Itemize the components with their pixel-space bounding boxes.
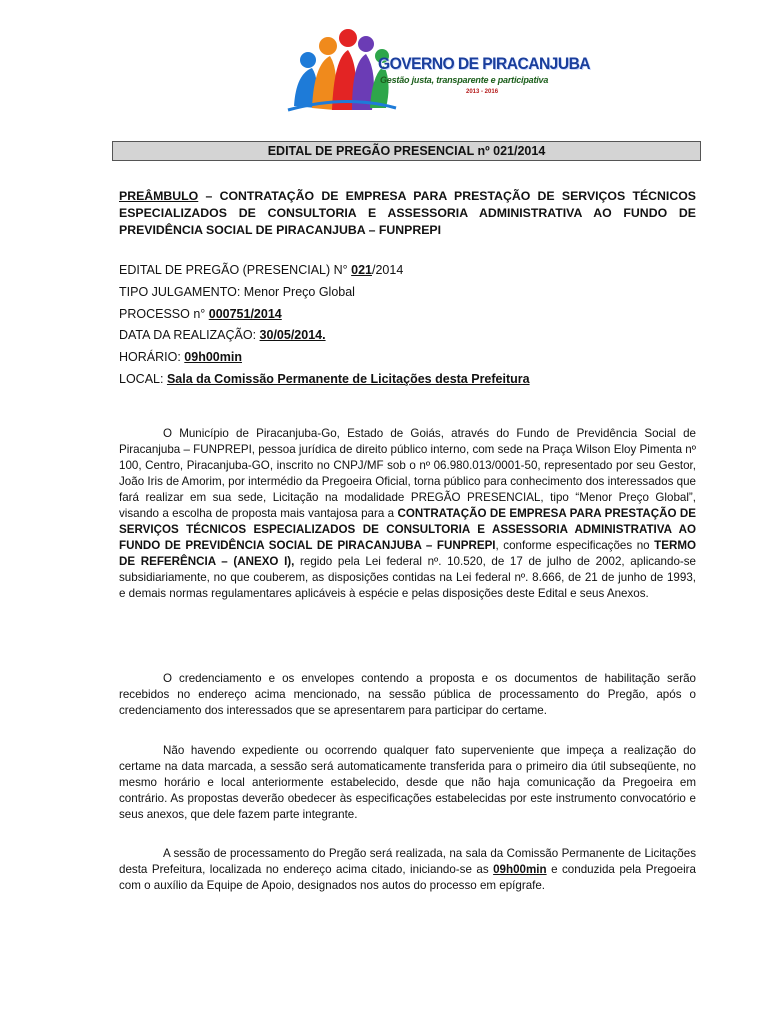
preamble	[119, 188, 696, 239]
data-realizacao-line	[119, 328, 326, 342]
paragraph-sessao	[119, 846, 696, 894]
local-value: Sala da Comissão Permanente de Licitações desta Prefeitura	[166, 372, 530, 386]
tipo-julgamento-line: TIPO JULGAMENTO: Menor Preço Global	[119, 285, 355, 299]
edital-label: EDITAL DE PREGÃO (PRESENCIAL) N°	[119, 263, 352, 277]
p1-text-a: O Município de Piracanjuba-Go, Estado de Goiás, através do Fundo de Previdência Social de Piracanjuba – FUNPREPI, pessoa jurídica de direito público interno, com sede na Praça Wilson Eloy Pimenta nº 100, Centro, Piracanjuba-GO, inscrito no CNPJ/MF sob o nº 06.980.013/0001-50, representado por seu Gestor, João Iris de Amorim, por intermédio da Pregoeira Oficial, torna público para conhecimento dos interessados que fará realizar em sua sede, Licitação na modalidade PREGÃO PRESENCIAL, tipo “Menor Preço Global”, visando a escolha de proposta mais vantajosa para a	[119, 427, 696, 520]
p4-text-a: A sessão de processamento do Pregão será realizada, na sala da Comissão Permanente de Licitações desta Prefeitura, localizada no endereço acima citado, iniciando-se as	[119, 847, 696, 876]
edital-year: /2014	[372, 263, 404, 277]
logo-slogan: Gestão justa, transparente e participativa	[380, 75, 549, 85]
p4-text-c: e conduzida pela Pregoeira com o auxílio da Equipe de Apoio, designados nos autos do processo em epígrafe.	[119, 863, 696, 892]
horario-label: HORÁRIO:	[119, 350, 185, 364]
p1-text-e: regido pela Lei federal nº. 10.520, de 17 de julho de 2002, aplicando-se subsidiariamente, no que couberem, as disposições contidas na Lei federal nº. 8.666, de 21 de junho de 1993, e demais normas regulamentares aplicáveis à espécie e pelas disposições deste Edital e seus Anexos.	[119, 555, 696, 600]
local-line	[119, 372, 530, 386]
p1-object: CONTRATAÇÃO DE EMPRESA PARA PRESTAÇÃO DE SERVIÇOS TÉCNICOS ESPECIALIZADOS DE CONSULTORIA E ASSESSORIA ADMINISTRATIVA AO FUNDO DE PREVIDÊNCIA SOCIAL DE PIRACANJUBA – FUNPREPI	[119, 507, 697, 552]
processo-value: 000751/2014	[208, 307, 282, 321]
document-title: EDITAL DE PREGÃO PRESENCIAL nº 021/2014	[112, 141, 701, 161]
logo-years: 2013 - 2016	[466, 89, 499, 95]
local-label: LOCAL:	[119, 372, 167, 386]
data-value: 30/05/2014.	[259, 328, 326, 342]
paragraph-credenciamento: O credenciamento e os envelopes contendo a proposta e os documentos de habilitação serão recebidos no endereço acima mencionado, na sessão pública de processamento do Pregão, após o credenciamento dos interessados que se apresentarem para participar do certame.	[119, 672, 696, 717]
p1-termo-referencia: TERMO DE REFERÊNCIA – (ANEXO I),	[119, 539, 696, 568]
paragraph-intro	[119, 426, 696, 602]
preamble-label: PREÂMBULO	[119, 189, 199, 203]
p4-horario: 09h00min	[493, 863, 547, 876]
processo-line	[119, 307, 282, 321]
horario-value: 09h00min	[184, 350, 242, 364]
edital-number: 021	[351, 263, 372, 277]
processo-label: PROCESSO n°	[119, 307, 209, 321]
edital-line	[119, 263, 403, 277]
preamble-text: – CONTRATAÇÃO DE EMPRESA PARA PRESTAÇÃO DE SERVIÇOS TÉCNICOS ESPECIALIZADOS DE CONSULTORIA E ASSESSORIA ADMINISTRATIVA AO FUNDO DE PREVIDÊNCIA SOCIAL DE PIRACANJUBA – FUNPREPI	[119, 189, 696, 237]
logo-title: GOVERNO DE PIRACANJUBA	[378, 54, 591, 73]
horario-line	[119, 350, 242, 364]
paragraph-expediente: Não havendo expediente ou ocorrendo qualquer fato superveniente que impeça a realização do certame na data marcada, a sessão será automaticamente transferida para o primeiro dia útil subseqüente, no mesmo horário e local anteriormente estabelecido, desde que não haja comunicação da Pregoeira em contrário. As propostas deverão obedecer às especificações estabelecidas por este instrumento convocatório e seus anexos, que dele fazem parte integrante.	[119, 744, 696, 821]
data-label: DATA DA REALIZAÇÃO:	[119, 328, 260, 342]
p1-text-c: , conforme especificações no	[495, 539, 655, 552]
